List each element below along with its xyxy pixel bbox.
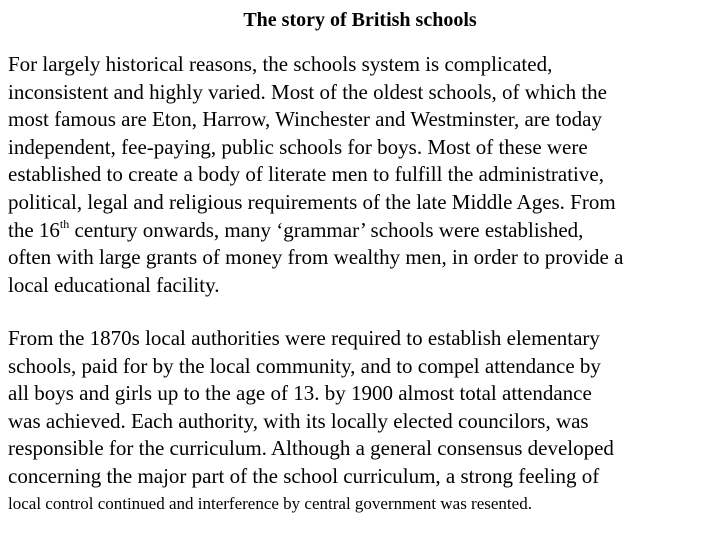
text-line: all boys and girls up to the age of 13. by 1900 almost total attendance [8,381,592,406]
text-line: schools, paid for by the local community, and to compel attendance by [8,353,601,378]
document-title: The story of British schools [243,9,477,31]
superscript: th [59,216,70,231]
text-fragment: century onwards, many ‘grammar’ schools were established, [69,217,584,242]
text-line: inconsistent and highly varied. Most of the oldest schools, of which the [8,79,607,104]
text-line: was achieved. Each authority, with its locally elected councilors, was [8,408,589,433]
paragraph-2 [8,325,714,517]
text-line: political, legal and religious requirements of the late Middle Ages. From [8,189,616,214]
text-line: responsible for the curriculum. Although a general consensus developed [8,436,614,461]
text-line: often with large grants of money from wealthy men, in order to provide a [8,245,624,270]
text-fragment: the 16 [8,217,60,242]
text-line-with-superscript [8,217,714,245]
text-line: independent, fee-paying, public schools for boys. Most of these were [8,134,588,159]
text-line: most famous are Eton, Harrow, Winchester and Westminster, are today [8,107,602,132]
paragraph-1 [8,51,714,299]
text-line: local educational facility. [8,272,220,297]
text-line: concerning the major part of the school curriculum, a strong feeling of [8,463,600,488]
text-line: established to create a body of literate men to fulfill the administrative, [8,162,604,187]
text-line: For largely historical reasons, the schools system is complicated, [8,52,553,76]
text-line: From the 1870s local authorities were required to establish elementary [8,326,600,350]
text-line-small: local control continued and interference by central government was resented. [8,493,532,513]
